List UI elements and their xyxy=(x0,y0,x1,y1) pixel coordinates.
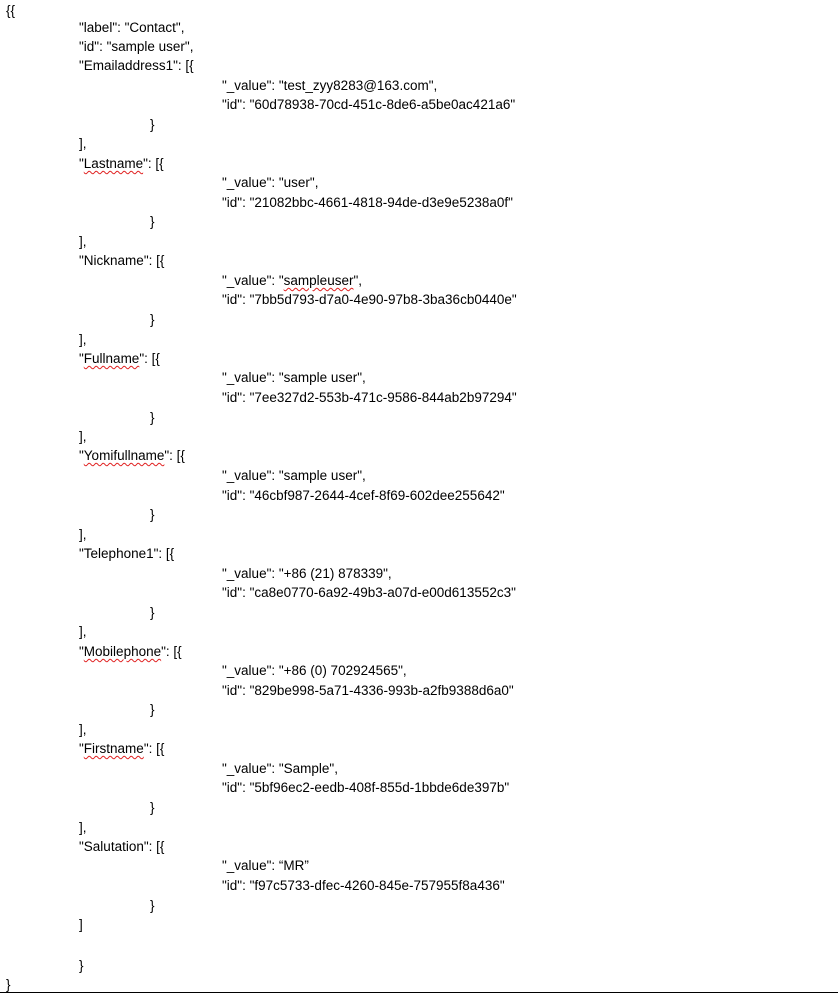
field-header xyxy=(79,546,174,562)
field-quote: " xyxy=(79,156,84,171)
field-value-line: "_value": "test_zyy8283@163.com", xyxy=(222,78,438,93)
field-closing-bracket: ], xyxy=(79,722,87,737)
field-value-line: "_value": "+86 (21) 878339", xyxy=(222,566,392,581)
field-closing-bracket: ], xyxy=(79,136,87,151)
field-id-line: "id": "f97c5733-dfec-4260-845e-757955f8a436" xyxy=(222,878,505,893)
id-line: "id": "sample user", xyxy=(79,39,194,54)
field-open-bracket: ": [{ xyxy=(153,546,175,561)
field-open-bracket: ": [{ xyxy=(161,644,182,659)
field-value-prefix: "_value": " xyxy=(222,273,284,288)
field-header xyxy=(79,839,164,855)
field-header xyxy=(79,448,185,464)
field-quote: " xyxy=(79,351,84,366)
field-closing-bracket: ], xyxy=(79,234,87,249)
field-closing-brace: } xyxy=(150,312,155,327)
field-closing-bracket: ], xyxy=(79,527,87,542)
field-value-line xyxy=(222,273,362,289)
field-closing-bracket: ], xyxy=(79,820,87,835)
field-id-line: "id": "829be998-5a71-4336-993b-a2fb9388d6a0" xyxy=(222,683,514,698)
field-open-bracket: ": [{ xyxy=(143,741,165,756)
field-header xyxy=(79,351,160,367)
field-value-line: "_value": "Sample", xyxy=(222,761,338,776)
label-line: "label": "Contact", xyxy=(79,20,185,35)
field-id-line: "id": "ca8e0770-6a92-49b3-a07d-e00d613552c3" xyxy=(222,585,516,600)
field-closing-bracket: ], xyxy=(79,429,87,444)
field-open-bracket: ": [{ xyxy=(164,448,185,463)
field-open-bracket: ": [{ xyxy=(139,351,160,366)
field-value-word: sampleuser xyxy=(283,273,354,288)
field-closing-bracket: ], xyxy=(79,332,87,347)
field-id-line: "id": "21082bbc-4661-4818-94de-d3e9e5238a0f" xyxy=(222,195,513,210)
field-value-line: "_value": "sample user", xyxy=(222,468,366,483)
field-quote: " xyxy=(79,448,84,463)
field-quote: " xyxy=(79,839,84,854)
field-value-line: "_value": "+86 (0) 702924565", xyxy=(222,663,407,678)
field-value-line: "_value": “MR” xyxy=(222,858,309,873)
field-quote: " xyxy=(79,546,84,561)
field-quote: " xyxy=(79,741,84,756)
page-bottom-rule xyxy=(0,992,838,993)
field-header xyxy=(79,58,194,74)
field-closing-bracket: ] xyxy=(79,917,83,932)
field-name: Lastname xyxy=(83,156,144,171)
inner-closing-brace: } xyxy=(79,958,84,973)
field-closing-bracket: ], xyxy=(79,624,87,639)
field-header xyxy=(79,644,182,660)
field-header xyxy=(79,156,164,172)
field-open-bracket: ": [{ xyxy=(143,156,164,171)
field-closing-brace: } xyxy=(150,800,155,815)
field-quote: " xyxy=(79,253,84,268)
field-quote: " xyxy=(79,58,84,73)
field-closing-brace: } xyxy=(150,214,155,229)
field-quote: " xyxy=(79,644,84,659)
field-name: Nickname xyxy=(83,253,144,268)
field-name: Firstname xyxy=(83,741,144,756)
field-name: Emailaddress1 xyxy=(83,58,174,73)
field-header xyxy=(79,741,164,757)
outer-closing-brace: } xyxy=(6,977,11,992)
field-closing-brace: } xyxy=(150,410,155,425)
field-closing-brace: } xyxy=(150,117,155,132)
field-closing-brace: } xyxy=(150,898,155,913)
open-braces: {{ xyxy=(6,3,16,18)
field-open-bracket: ": [{ xyxy=(173,58,194,73)
field-closing-brace: } xyxy=(150,507,155,522)
field-value-line: "_value": "sample user", xyxy=(222,370,366,385)
field-value-line: "_value": "user", xyxy=(222,175,319,190)
field-name: Salutation xyxy=(83,839,144,854)
field-id-line: "id": "46cbf987-2644-4cef-8f69-602dee255642" xyxy=(222,488,505,503)
field-open-bracket: ": [{ xyxy=(143,839,165,854)
field-name: Fullname xyxy=(83,351,140,366)
field-name: Yomifullname xyxy=(83,448,165,463)
field-name: Telephone1 xyxy=(83,546,154,561)
field-closing-brace: } xyxy=(150,702,155,717)
field-open-bracket: ": [{ xyxy=(143,253,165,268)
field-id-line: "id": "60d78938-70cd-451c-8de6-a5be0ac421a6" xyxy=(222,97,516,112)
field-header xyxy=(79,253,164,269)
field-id-line: "id": "7bb5d793-d7a0-4e90-97b8-3ba36cb0440e" xyxy=(222,292,517,307)
field-name: Mobilephone xyxy=(83,644,162,659)
field-id-line: "id": "7ee327d2-553b-471c-9586-844ab2b97294" xyxy=(222,390,517,405)
field-id-line: "id": "5bf96ec2-eedb-408f-855d-1bbde6de397b" xyxy=(222,780,510,795)
field-closing-brace: } xyxy=(150,605,155,620)
field-value-suffix: ", xyxy=(353,273,362,288)
